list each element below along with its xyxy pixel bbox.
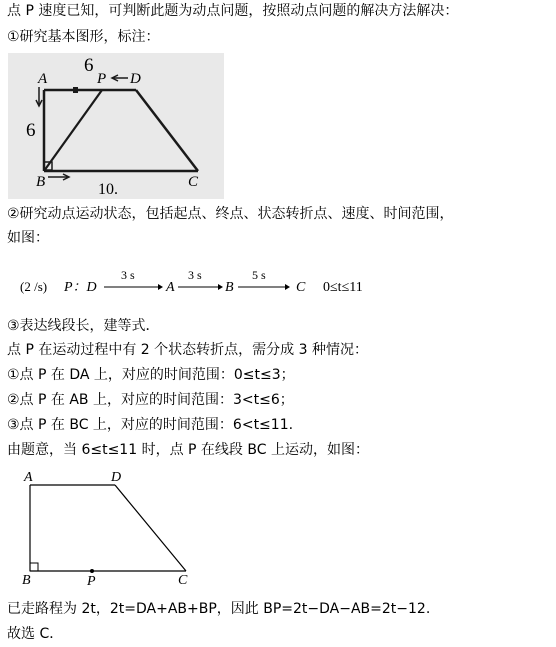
label-a: A [38,71,48,87]
tick-mark [73,87,78,93]
flow-range: 0≤t≤11 [323,280,363,295]
text-line-12: 故选 C． [7,626,64,642]
flow-node-a: A [166,280,175,295]
flow-time-2: 3 s [188,268,202,282]
label-c: C [188,174,199,190]
text-line-5: ③表达线段长，建等式． [7,318,160,334]
text-line-1: 点 P 速度已知，可判断此题为动点问题，按照动点问题的解决方法解决： [7,3,459,19]
text-line-7: ①点 P 在 DA 上，对应的时间范围：0≤t≤3； [7,367,295,383]
bottom-length-annotation: 10. [98,181,118,198]
motion-flow-diagram [20,266,420,298]
flow-node-b: B [225,280,234,295]
text-line-2: ①研究基本图形，标注： [7,29,160,45]
left-length-annotation: 6 [26,120,36,141]
text-line-10: 由题意，当 6≤t≤11 时，点 P 在线段 BC 上运动，如图： [7,442,369,458]
flow-time-3: 5 s [252,268,266,282]
label-p: P [87,574,96,587]
top-length-annotation: 6 [84,55,94,76]
label-d: D [130,71,141,87]
speed-label: (2 /s) [20,279,48,294]
label-p: P [97,71,107,87]
flow-prefix: P：D [64,280,97,295]
label-b: B [22,573,31,587]
text-line-8: ②点 P 在 AB 上，对应的时间范围：3<t≤6； [7,392,294,408]
side-dc [136,90,198,171]
label-b: B [36,174,46,190]
flow-node-c: C [296,280,306,295]
side-dc [115,485,186,571]
trapezoid-figure [18,467,196,587]
text-line-6: 点 P 在运动过程中有 2 个状态转折点，需分成 3 种情况： [7,342,368,358]
text-line-3: ②研究动点运动状态，包括起点、终点、状态转折点、速度、时间范围， [7,206,454,222]
trapezoid-sketch-figure [8,53,224,199]
text-line-9: ③点 P 在 BC 上，对应的时间范围：6<t≤11. [7,417,294,433]
point-p [90,569,94,573]
text-line-11: 已走路程为 2t，2t=DA+AB+BP，因此 BP=2t−DA−AB=2t−12. [7,601,431,617]
text-line-4: 如图： [7,230,49,246]
segment-bp [44,90,102,171]
right-angle-mark [30,563,38,571]
flow-time-1: 3 s [121,268,135,282]
label-c: C [178,573,188,587]
label-d: D [111,470,122,485]
label-a: A [24,470,33,485]
